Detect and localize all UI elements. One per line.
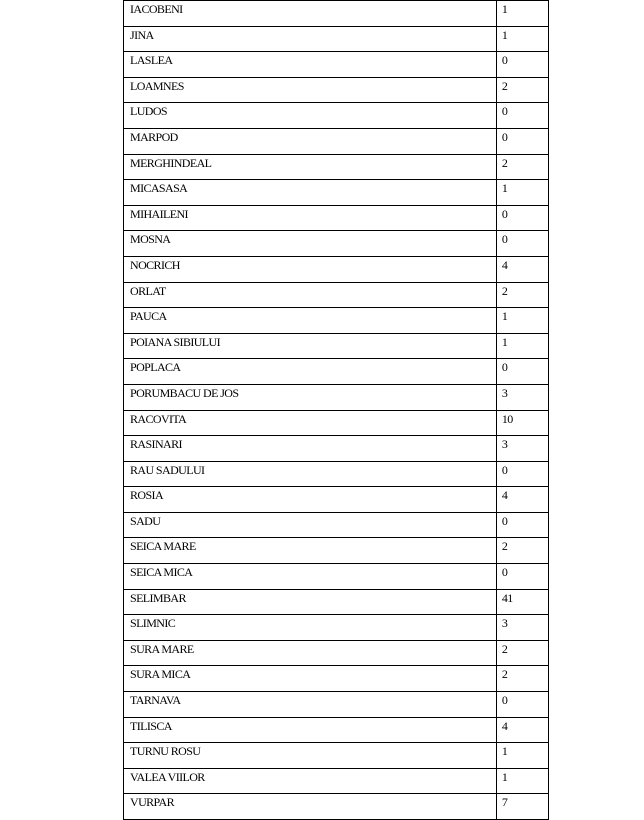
locality-name-cell: POIANA SIBIULUI [124, 333, 497, 359]
locality-name-cell: SURA MARE [124, 640, 497, 666]
locality-name-cell: MERGHINDEAL [124, 154, 497, 180]
locality-name-cell: ROSIA [124, 487, 497, 513]
table-row [124, 77, 549, 103]
locality-name-cell: RASINARI [124, 436, 497, 462]
table-row [124, 128, 549, 154]
count-cell: 0 [496, 461, 548, 487]
locality-name-cell: POPLACA [124, 359, 497, 385]
count-cell: 7 [496, 794, 548, 820]
locality-name-cell: RACOVITA [124, 410, 497, 436]
count-cell: 1 [496, 743, 548, 769]
locality-name-cell: NOCRICH [124, 256, 497, 282]
table-row [124, 436, 549, 462]
count-cell: 0 [496, 52, 548, 78]
count-cell: 0 [496, 103, 548, 129]
locality-name-cell: LUDOS [124, 103, 497, 129]
locality-name-cell: TARNAVA [124, 692, 497, 718]
count-cell: 4 [496, 487, 548, 513]
locality-name-cell: IACOBENI [124, 1, 497, 27]
locality-table [123, 0, 549, 820]
table-row [124, 538, 549, 564]
locality-name-cell: SLIMNIC [124, 615, 497, 641]
count-cell: 4 [496, 256, 548, 282]
locality-name-cell: JINA [124, 26, 497, 52]
table-row [124, 359, 549, 385]
table-row [124, 231, 549, 257]
count-cell: 4 [496, 717, 548, 743]
count-cell: 3 [496, 384, 548, 410]
count-cell: 0 [496, 512, 548, 538]
count-cell: 0 [496, 231, 548, 257]
table-body [124, 1, 549, 820]
table-row [124, 666, 549, 692]
count-cell: 3 [496, 436, 548, 462]
count-cell: 0 [496, 564, 548, 590]
locality-name-cell: RAU SADULUI [124, 461, 497, 487]
locality-name-cell: SADU [124, 512, 497, 538]
table-row [124, 717, 549, 743]
locality-name-cell: ORLAT [124, 282, 497, 308]
table-row [124, 52, 549, 78]
table-row [124, 794, 549, 820]
count-cell: 0 [496, 205, 548, 231]
locality-name-cell: TILISCA [124, 717, 497, 743]
count-cell: 1 [496, 333, 548, 359]
locality-name-cell: SEICA MICA [124, 564, 497, 590]
table-row [124, 26, 549, 52]
table-row [124, 692, 549, 718]
count-cell: 2 [496, 640, 548, 666]
table-row [124, 461, 549, 487]
table-row [124, 564, 549, 590]
table-row [124, 180, 549, 206]
locality-name-cell: PAUCA [124, 308, 497, 334]
locality-name-cell: MARPOD [124, 128, 497, 154]
count-cell: 1 [496, 180, 548, 206]
table-row [124, 103, 549, 129]
locality-name-cell: PORUMBACU DE JOS [124, 384, 497, 410]
count-cell: 2 [496, 538, 548, 564]
locality-name-cell: MICASASA [124, 180, 497, 206]
count-cell: 0 [496, 692, 548, 718]
table-row [124, 205, 549, 231]
count-cell: 1 [496, 1, 548, 27]
table-row [124, 282, 549, 308]
locality-name-cell: TURNU ROSU [124, 743, 497, 769]
locality-name-cell: LASLEA [124, 52, 497, 78]
count-cell: 41 [496, 589, 548, 615]
table-row [124, 512, 549, 538]
count-cell: 1 [496, 26, 548, 52]
count-cell: 1 [496, 768, 548, 794]
table-row [124, 333, 549, 359]
table-row [124, 256, 549, 282]
table-row [124, 743, 549, 769]
locality-name-cell: SEICA MARE [124, 538, 497, 564]
table-row [124, 640, 549, 666]
count-cell: 0 [496, 128, 548, 154]
table-row [124, 615, 549, 641]
count-cell: 0 [496, 359, 548, 385]
locality-name-cell: VALEA VIILOR [124, 768, 497, 794]
locality-name-cell: LOAMNES [124, 77, 497, 103]
locality-name-cell: SURA MICA [124, 666, 497, 692]
table-row [124, 384, 549, 410]
locality-name-cell: MIHAILENI [124, 205, 497, 231]
count-cell: 2 [496, 282, 548, 308]
table-row [124, 410, 549, 436]
count-cell: 10 [496, 410, 548, 436]
locality-name-cell: VURPAR [124, 794, 497, 820]
count-cell: 2 [496, 666, 548, 692]
table-row [124, 487, 549, 513]
table-row [124, 768, 549, 794]
count-cell: 1 [496, 308, 548, 334]
table-row [124, 154, 549, 180]
locality-name-cell: SELIMBAR [124, 589, 497, 615]
count-cell: 3 [496, 615, 548, 641]
table-row [124, 589, 549, 615]
count-cell: 2 [496, 154, 548, 180]
table-row [124, 1, 549, 27]
table-row [124, 308, 549, 334]
locality-name-cell: MOSNA [124, 231, 497, 257]
count-cell: 2 [496, 77, 548, 103]
